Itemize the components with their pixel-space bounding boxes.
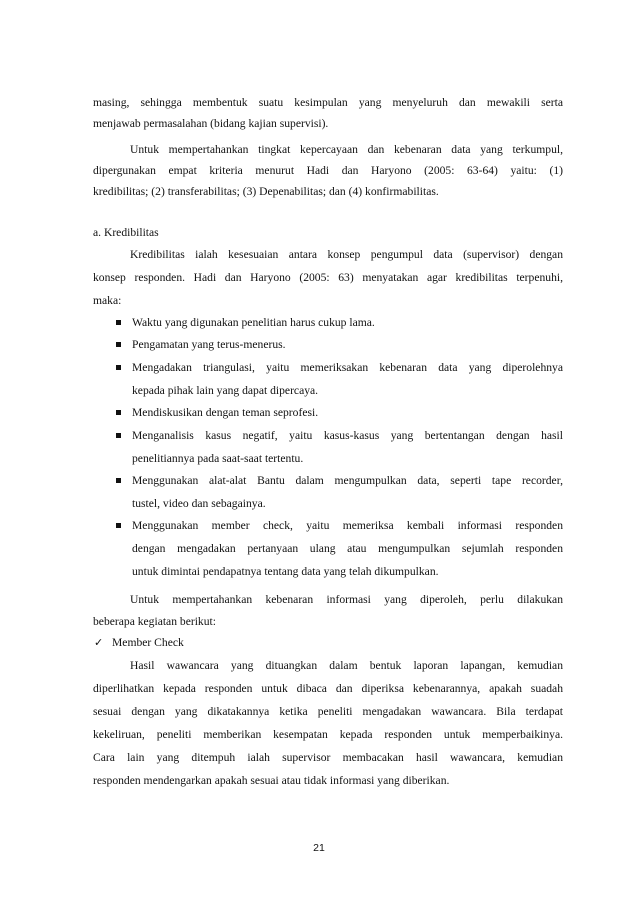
paragraph-line: masing, sehingga membentuk suatu kesimpulan yang menyeluruh dan mewakili serta [93,96,563,109]
paragraph-line: Cara lain yang ditempuh ialah supervisor membacakan hasil wawancara, kemudian [93,751,563,764]
square-bullet-icon [116,342,121,347]
list-item: Menganalisis kasus negatif, yaitu kasus-kasus yang bertentangan dengan hasil [132,429,563,442]
paragraph-line: diperlihatkan kepada responden untuk dibaca dan diperiksa kebenarannya, apakah suadah [93,682,563,695]
check-item-label: Member Check [112,636,184,649]
paragraph-line: Untuk mempertahankan kebenaran informasi yang diperoleh, perlu dilakukan [130,593,563,606]
page-number: 21 [313,842,325,854]
paragraph-line: maka: [93,294,122,307]
paragraph-line: Kredibilitas ialah kesesuaian antara konsep pengumpul data (supervisor) dengan [130,248,563,261]
paragraph-line: kekeliruan, peneliti memberikan kesempatan kepada responden untuk memperbaikinya. [93,728,563,741]
list-item: Mendiskusikan dengan teman seprofesi. [132,406,319,419]
square-bullet-icon [116,365,121,370]
square-bullet-icon [116,478,121,483]
paragraph-line: Untuk mempertahankan tingkat kepercayaan dan kebenaran data yang terkumpul, [130,143,563,156]
list-item: Waktu yang digunakan penelitian harus cukup lama. [132,316,375,329]
paragraph-line: responden mendengarkan apakah sesuai atau tidak informasi yang diberikan. [93,774,450,787]
list-item-continuation: dengan mengadakan pertanyaan ulang atau mengumpulkan sejumlah responden [132,542,563,555]
list-item: Mengadakan triangulasi, yaitu memeriksakan kebenaran data yang diperolehnya [132,361,563,374]
paragraph-line: sesuai dengan yang dikatakannya ketika peneliti mengadakan wawancara. Bila terdapat [93,705,563,718]
square-bullet-icon [116,410,121,415]
paragraph-line: kredibilitas; (2) transferabilitas; (3) Depenabilitas; dan (4) konfirmabilitas. [93,185,439,198]
list-item-continuation: tustel, video dan sebagainya. [132,497,266,510]
square-bullet-icon [116,433,121,438]
paragraph-line: menjawab permasalahan (bidang kajian supervisi). [93,117,329,130]
square-bullet-icon [116,320,121,325]
paragraph-line: konsep responden. Hadi dan Haryono (2005: 63) menyatakan agar kredibilitas terpenuhi, [93,271,563,284]
paragraph-line: Hasil wawancara yang dituangkan dalam bentuk laporan lapangan, kemudian [130,659,563,672]
paragraph-line: dipergunakan empat kriteria menurut Hadi dan Haryono (2005: 63-64) yaitu: (1) [93,164,563,177]
list-item: Menggunakan alat-alat Bantu dalam mengumpulkan data, seperti tape recorder, [132,474,563,487]
list-item: Pengamatan yang terus-menerus. [132,338,286,351]
list-item-continuation: penelitiannya pada saat-saat tertentu. [132,452,304,465]
square-bullet-icon [116,523,121,528]
list-item: Menggunakan member check, yaitu memeriksa kembali informasi responden [132,519,563,532]
paragraph-line: beberapa kegiatan berikut: [93,615,216,628]
checkmark-icon: ✓ [94,636,104,649]
section-heading: a. Kredibilitas [93,226,159,239]
list-item-continuation: kepada pihak lain yang dapat dipercaya. [132,384,319,397]
list-item-continuation: untuk dimintai pendapatnya tentang data yang telah dikumpulkan. [132,565,439,578]
